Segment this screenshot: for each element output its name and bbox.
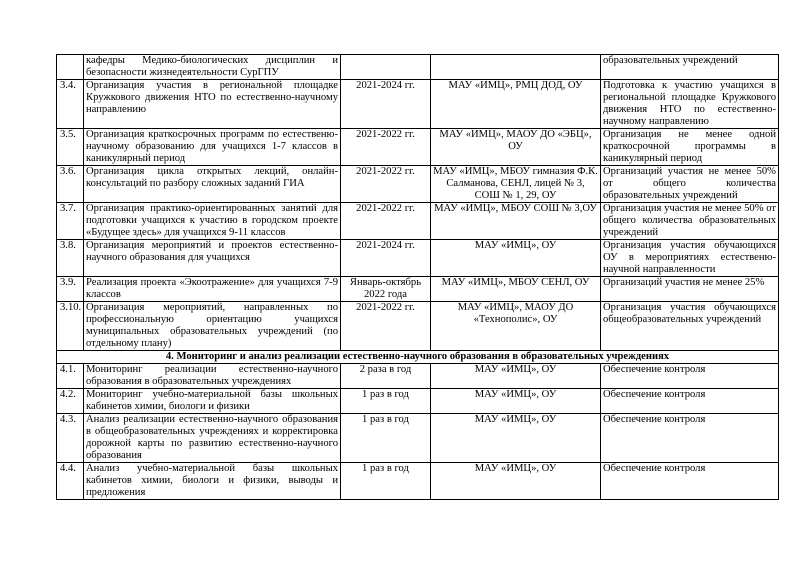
row-number: 4.3. bbox=[57, 414, 84, 463]
event-cell: Организация цикла открытых лекций, онлайн-консультаций по разбору сложных заданий ГИА bbox=[84, 166, 341, 203]
responsible-cell: МАУ «ИМЦ», МАОУ ДО «Технополис», ОУ bbox=[431, 302, 601, 351]
period-cell: 1 раз в год bbox=[341, 463, 431, 500]
result-cell: образовательных учреждений bbox=[601, 55, 779, 80]
responsible-cell: МАУ «ИМЦ», ОУ bbox=[431, 414, 601, 463]
period-cell bbox=[341, 55, 431, 80]
responsible-cell: МАУ «ИМЦ», МБОУ гимназия Ф.К. Салманова, СЕНЛ, лицей № 3, СОШ № 1, 29, ОУ bbox=[431, 166, 601, 203]
period-cell: 1 раз в год bbox=[341, 414, 431, 463]
responsible-cell: МАУ «ИМЦ», ОУ bbox=[431, 389, 601, 414]
table-row bbox=[57, 414, 779, 463]
result-cell: Организация участия не менее 50% от общего количества образовательных учреждений bbox=[601, 203, 779, 240]
period-cell: 2021-2024 гг. bbox=[341, 80, 431, 129]
table-row bbox=[57, 55, 779, 80]
row-number: 4.1. bbox=[57, 364, 84, 389]
table-row bbox=[57, 277, 779, 302]
responsible-cell: МАУ «ИМЦ», ОУ bbox=[431, 364, 601, 389]
responsible-cell: МАУ «ИМЦ», РМЦ ДОД, ОУ bbox=[431, 80, 601, 129]
period-cell: 1 раз в год bbox=[341, 389, 431, 414]
responsible-cell: МАУ «ИМЦ», ОУ bbox=[431, 240, 601, 277]
period-cell: 2 раза в год bbox=[341, 364, 431, 389]
event-cell: Организация мероприятий, направленных по профессиональную ориентацию учащихся муниципальных образовательных учреждений (по отдельному плану) bbox=[84, 302, 341, 351]
event-cell: Мониторинг учебно-материальной базы школьных кабинетов химии, биологи и физики bbox=[84, 389, 341, 414]
row-number: 3.8. bbox=[57, 240, 84, 277]
event-cell: Реализация проекта «Экоотражение» для учащихся 7-9 классов bbox=[84, 277, 341, 302]
event-cell: Анализ реализации естественно-научного образования в общеобразовательных учреждениях и корректировка дорожной карты по развитию естественно-научного образования bbox=[84, 414, 341, 463]
result-cell: Организаций участия не менее 50% от общего количества образовательных учреждений bbox=[601, 166, 779, 203]
table-row bbox=[57, 302, 779, 351]
row-number: 3.7. bbox=[57, 203, 84, 240]
event-cell: Мониторинг реализации естественно-научного образования в образовательных учреждениях bbox=[84, 364, 341, 389]
event-cell: Организация участия в региональной площадке Кружкового движения НТО по естественно-научному направлению bbox=[84, 80, 341, 129]
period-cell: 2021-2022 гг. bbox=[341, 203, 431, 240]
period-cell: 2021-2022 гг. bbox=[341, 302, 431, 351]
responsible-cell: МАУ «ИМЦ», ОУ bbox=[431, 463, 601, 500]
responsible-cell bbox=[431, 55, 601, 80]
table-row bbox=[57, 389, 779, 414]
table-row bbox=[57, 364, 779, 389]
table-row bbox=[57, 166, 779, 203]
table-row bbox=[57, 203, 779, 240]
responsible-cell: МАУ «ИМЦ», МАОУ ДО «ЭБЦ», ОУ bbox=[431, 129, 601, 166]
result-cell: Организация участия обучающихся ОУ в мероприятиях естественю-научной направленности bbox=[601, 240, 779, 277]
row-number: 4.4. bbox=[57, 463, 84, 500]
event-cell: кафедры Медико-биологических дисциплин и безопасности жизнедеятельности СурГПУ bbox=[84, 55, 341, 80]
section-header-row bbox=[57, 351, 779, 364]
result-cell: Организаций участия не менее 25% bbox=[601, 277, 779, 302]
event-cell: Организация практико-ориентированных занятий для подготовки учащихся к участию в городском проекте «Будущее здесь» для учащихся 9-11 классов bbox=[84, 203, 341, 240]
row-number: 4.2. bbox=[57, 389, 84, 414]
row-number bbox=[57, 55, 84, 80]
row-number: 3.6. bbox=[57, 166, 84, 203]
result-cell: Организация участия обучающихся общеобразовательных учреждений bbox=[601, 302, 779, 351]
table-row bbox=[57, 240, 779, 277]
event-cell: Анализ учебно-материальной базы школьных кабинетов химии, биологи и физики, выводы и предложения bbox=[84, 463, 341, 500]
row-number: 3.4. bbox=[57, 80, 84, 129]
period-cell: 2021-2022 гг. bbox=[341, 129, 431, 166]
result-cell: Обеспечение контроля bbox=[601, 364, 779, 389]
period-cell: 2021-2022 гг. bbox=[341, 166, 431, 203]
table-row bbox=[57, 129, 779, 166]
result-cell: Обеспечение контроля bbox=[601, 463, 779, 500]
row-number: 3.9. bbox=[57, 277, 84, 302]
result-cell: Обеспечение контроля bbox=[601, 389, 779, 414]
responsible-cell: МАУ «ИМЦ», МБОУ СЕНЛ, ОУ bbox=[431, 277, 601, 302]
period-cell: Январь-октябрь 2022 года bbox=[341, 277, 431, 302]
section-title: 4. Мониторинг и анализ реализации естественно-научного образования в образовательных учреждениях bbox=[57, 351, 779, 364]
result-cell: Организация не менее одной краткосрочной программы в каникулярный период bbox=[601, 129, 779, 166]
table-row bbox=[57, 80, 779, 129]
roadmap-table bbox=[56, 54, 779, 500]
period-cell: 2021-2024 гг. bbox=[341, 240, 431, 277]
row-number: 3.5. bbox=[57, 129, 84, 166]
event-cell: Организация мероприятий и проектов естественно-научного образования для учащихся bbox=[84, 240, 341, 277]
result-cell: Обеспечение контроля bbox=[601, 414, 779, 463]
result-cell: Подготовка к участию учащихся в региональной площадке Кружкового движения НТО по естественно-научному направлению bbox=[601, 80, 779, 129]
row-number: 3.10. bbox=[57, 302, 84, 351]
responsible-cell: МАУ «ИМЦ», МБОУ СОШ № 3,ОУ bbox=[431, 203, 601, 240]
table-row bbox=[57, 463, 779, 500]
event-cell: Организация краткосрочных программ по естественю-научному образованию для учащихся 1-7 классов в каникулярный период bbox=[84, 129, 341, 166]
